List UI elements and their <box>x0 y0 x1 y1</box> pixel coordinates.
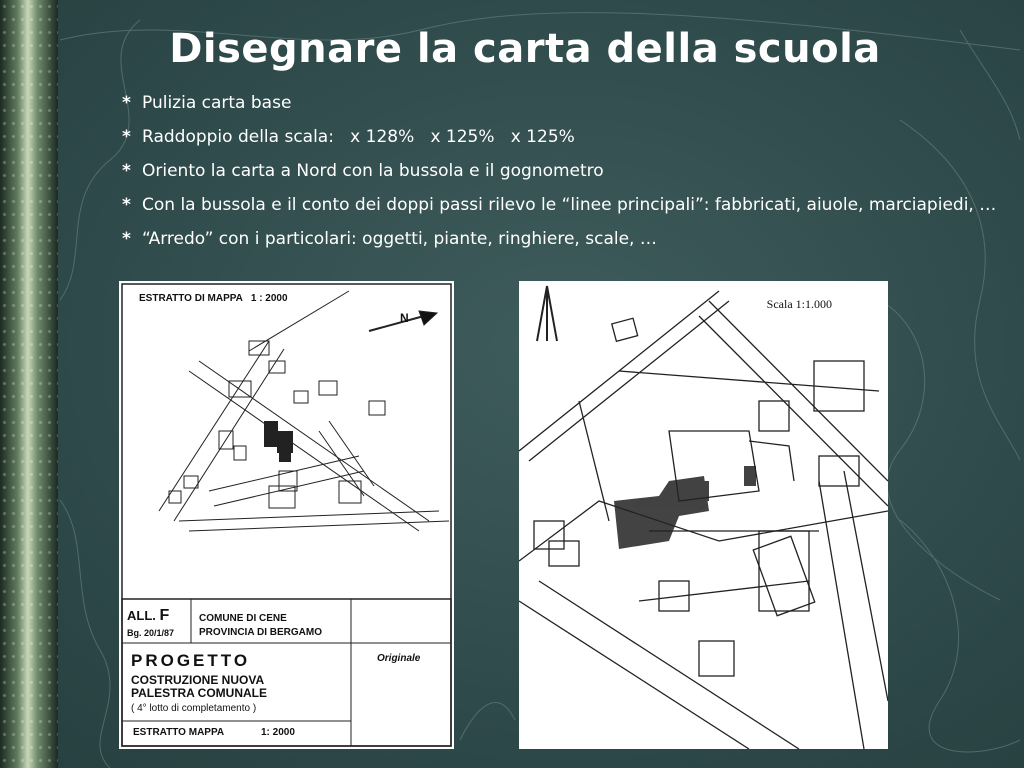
bullet-item <box>122 228 1008 251</box>
school-sketch-map <box>519 281 888 749</box>
project-line-1: COSTRUZIONE NUOVA <box>131 673 265 687</box>
bullet-text: Oriento la carta a Nord con la bussola e il gognometro <box>142 161 604 181</box>
provincia-label: PROVINCIA DI BERGAMO <box>199 627 322 638</box>
comune-label: COMUNE DI CENE <box>199 613 287 624</box>
bullet-text: “Arredo” con i particolari: oggetti, piante, ringhiere, scale, … <box>142 229 657 249</box>
bullet-marker: * <box>122 161 131 181</box>
bullet-marker: * <box>122 127 131 147</box>
reference-number: Bg. 20/1/87 <box>127 628 175 638</box>
bullet-text: Pulizia carta base <box>142 93 292 113</box>
project-line-3: ( 4° lotto di completamento ) <box>131 703 257 714</box>
bullet-item <box>122 160 1008 183</box>
bullet-marker: * <box>122 229 131 249</box>
decorative-photo-strip <box>0 0 58 768</box>
all-label <box>127 607 169 625</box>
bullet-marker: * <box>122 195 131 215</box>
cadastral-map-extract <box>119 281 454 749</box>
bullet-item <box>122 126 1008 149</box>
north-letter: N <box>400 311 409 325</box>
map-header: ESTRATTO DI MAPPA 1 : 2000 <box>139 293 288 304</box>
slide-title: Disegnare la carta della scuola <box>169 26 881 72</box>
scale-label: Scala 1:1.000 <box>766 297 832 311</box>
progetto-label: PROGETTO <box>131 651 251 670</box>
school-map-drawing <box>519 281 888 749</box>
project-line-2: PALESTRA COMUNALE <box>131 686 267 700</box>
bullet-list <box>122 92 1008 262</box>
bullet-text: Raddoppio della scala: x 128% x 125% x 125% <box>142 127 575 147</box>
bullet-item <box>122 92 1008 115</box>
footer-left: ESTRATTO MAPPA <box>133 727 225 738</box>
bullet-text: Con la bussola e il conto dei doppi passi rilevo le “linee principali”: fabbricati, aiuole, marciapiedi, … <box>142 195 997 215</box>
bullet-marker: * <box>122 93 131 113</box>
all-letter: F <box>159 607 170 624</box>
footer-right: 1: 2000 <box>261 727 295 738</box>
all-label-text: ALL. <box>127 608 156 623</box>
bullet-item <box>122 194 1008 217</box>
originale-label: Originale <box>377 653 421 664</box>
